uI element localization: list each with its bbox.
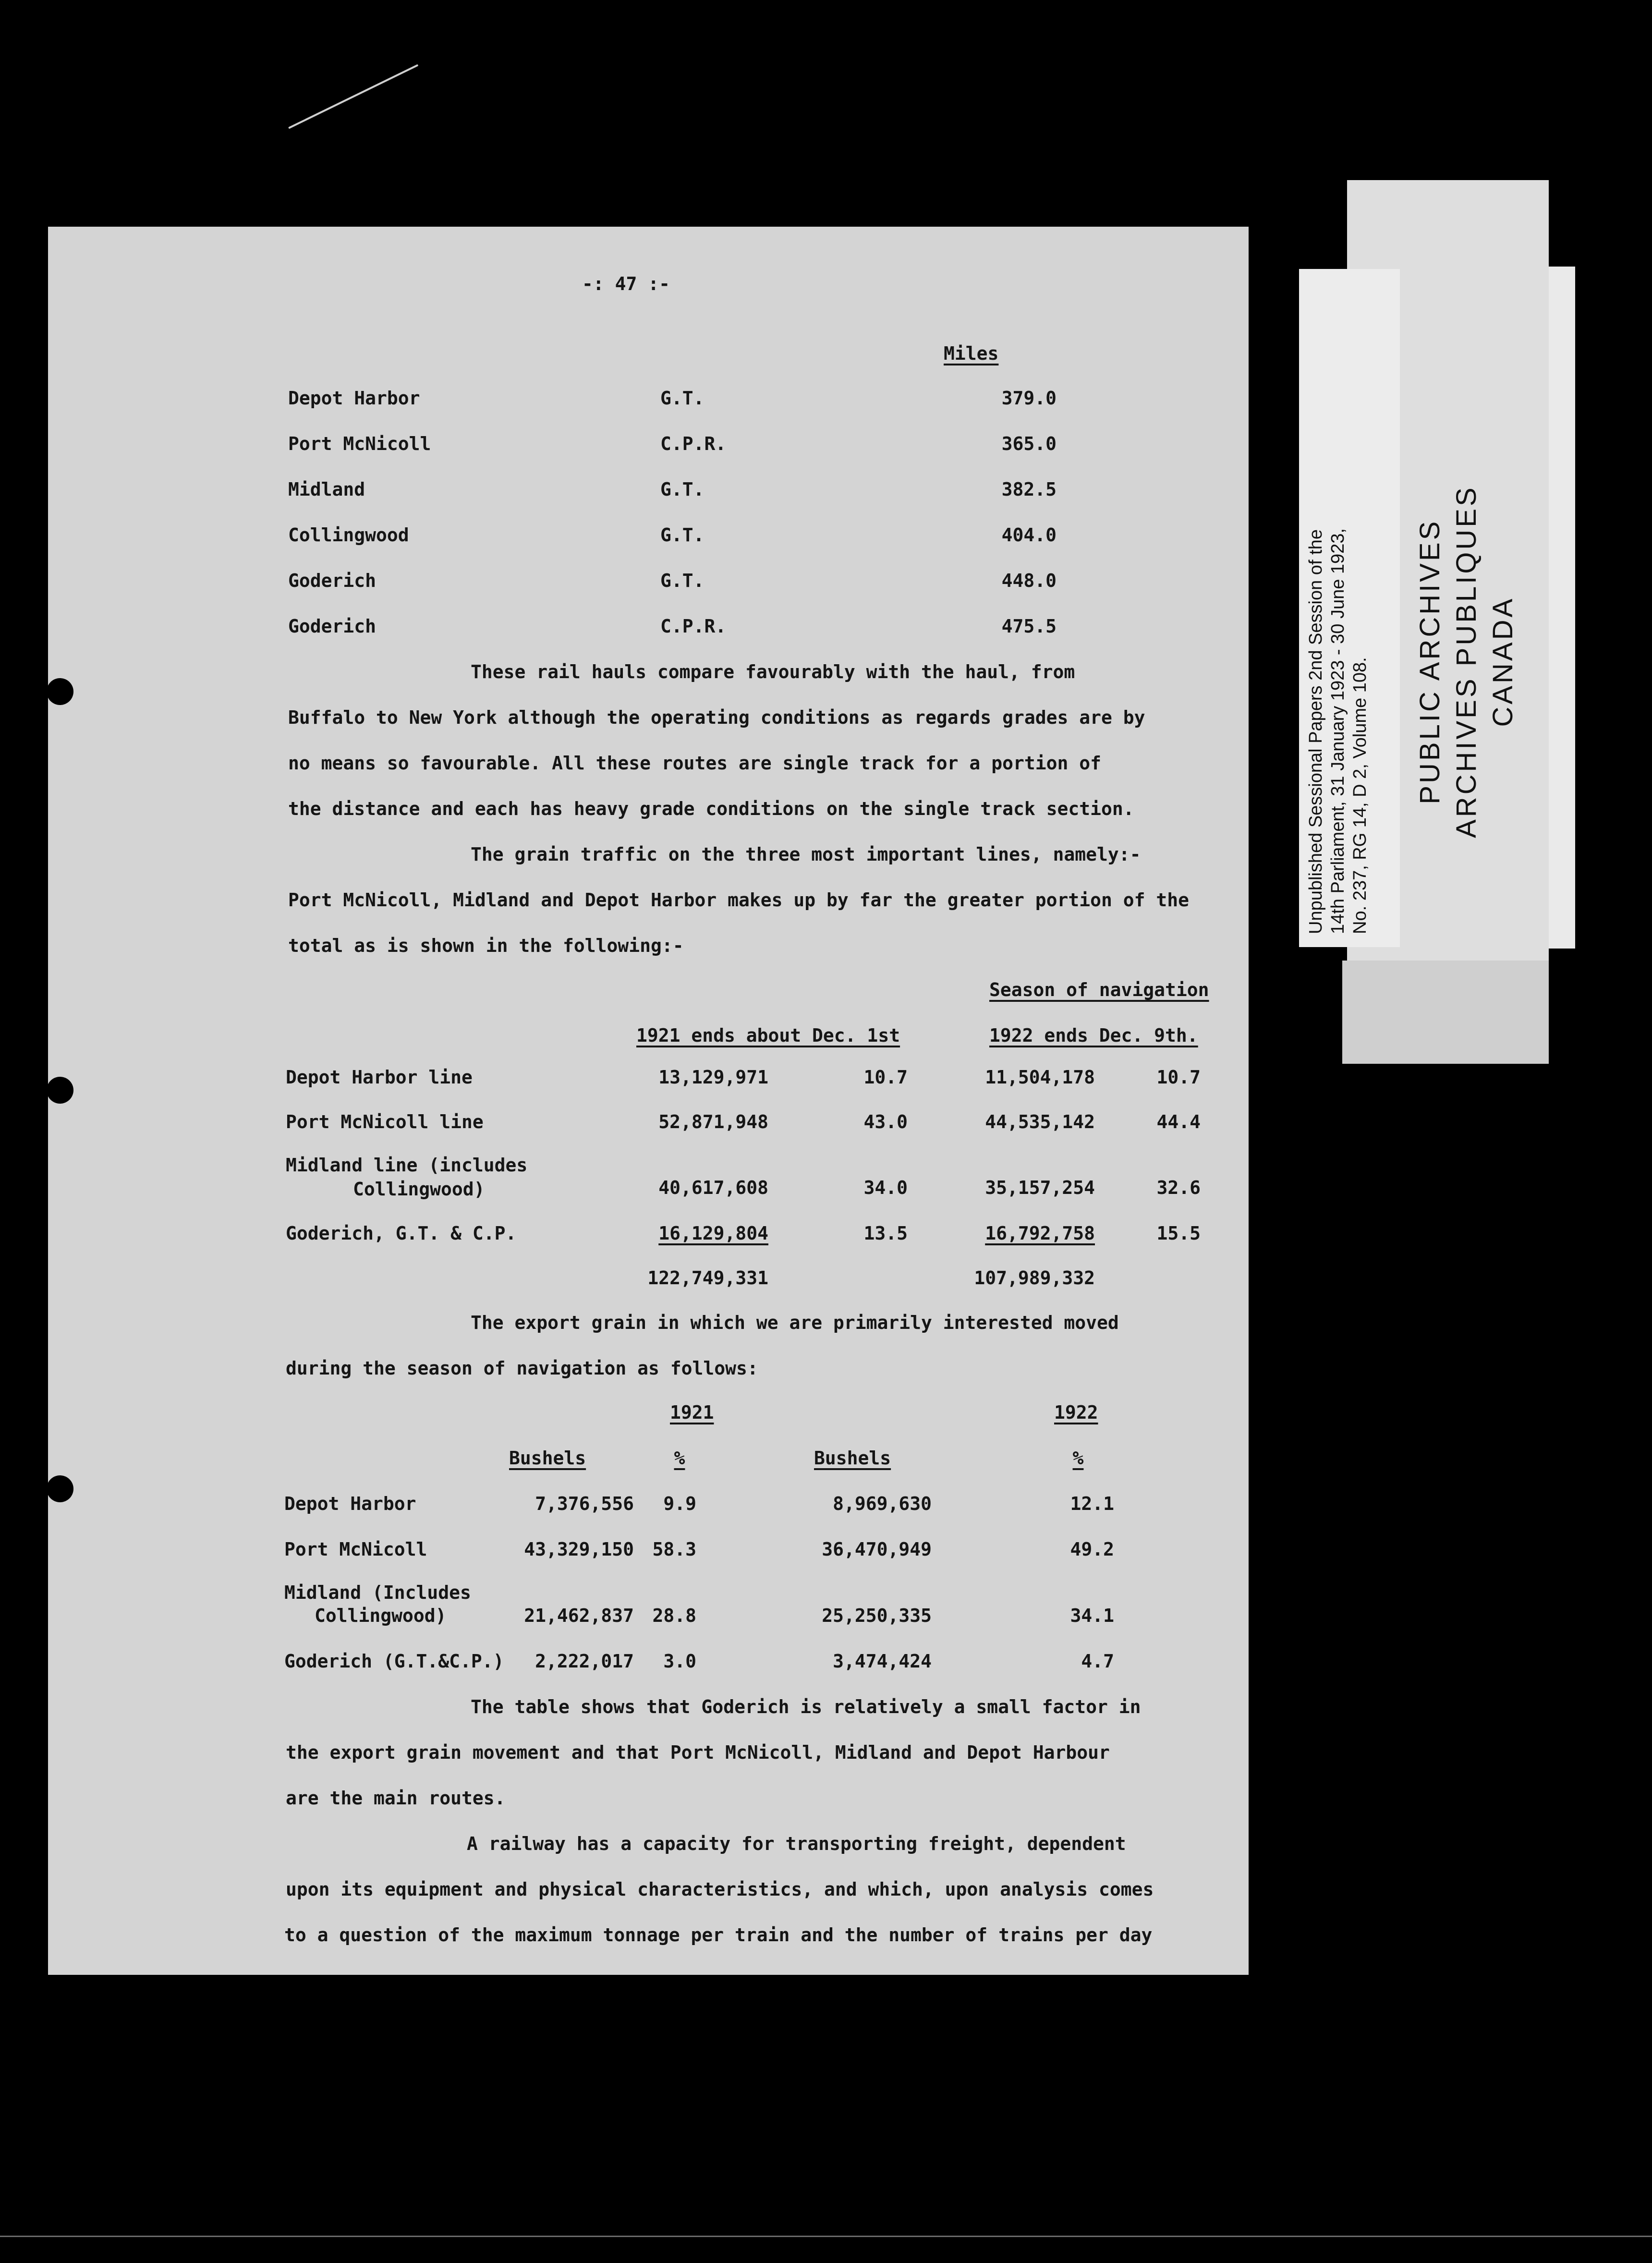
row-label: Depot Harbor line <box>286 1067 473 1088</box>
archive-citation: Unpublished Sessional Papers 2nd Session of the 14th Parliament, 31 January 1923 - 30 June 1923, No. 237, RG 14, D 2, Volume 108. <box>1306 528 1370 934</box>
value-1922: 44,535,142 <box>985 1111 1095 1132</box>
bushels-1921: 43,329,150 <box>524 1539 634 1560</box>
row-label: Collingwood) <box>315 1605 447 1626</box>
bushels-1921: 2,222,017 <box>535 1651 634 1672</box>
total-1922: 107,989,332 <box>974 1267 1095 1289</box>
paragraph-line: no means so favourable. All these routes are single track for a portion of <box>288 753 1101 774</box>
pct-1921: 34.0 <box>863 1177 908 1198</box>
row-label: Port McNicoll line <box>286 1111 484 1132</box>
route-railway: C.P.R. <box>660 433 727 454</box>
route-miles: 475.5 <box>1001 616 1057 637</box>
route-place: Midland <box>288 479 365 500</box>
col-1922-header: 1922 ends Dec. 9th. <box>989 1025 1198 1046</box>
route-place: Port McNicoll <box>288 433 431 454</box>
route-railway: G.T. <box>660 524 705 546</box>
paragraph-line: to a question of the maximum tonnage per train and the number of trains per day <box>284 1924 1153 1946</box>
bushels-header: Bushels <box>814 1448 891 1469</box>
paragraph-line: the export grain movement and that Port McNicoll, Midland and Depot Harbour <box>286 1742 1110 1763</box>
pct-1921: 13.5 <box>863 1223 908 1244</box>
paragraph-line: the distance and each has heavy grade conditions on the single track section. <box>288 798 1134 819</box>
row-label: Goderich, G.T. & C.P. <box>286 1223 517 1244</box>
paragraph-line: during the season of navigation as follows: <box>286 1358 758 1379</box>
bushels-1922: 36,470,949 <box>822 1539 932 1560</box>
row-label: Goderich (G.T.&C.P.) <box>284 1651 504 1672</box>
pct-1921: 10.7 <box>863 1067 908 1088</box>
route-miles: 365.0 <box>1001 433 1057 454</box>
bushels-1922: 8,969,630 <box>833 1493 932 1514</box>
route-miles: 448.0 <box>1001 570 1057 591</box>
row-label: Collingwood) <box>353 1179 485 1200</box>
bushels-1922: 3,474,424 <box>833 1651 932 1672</box>
pct-1921: 3.0 <box>663 1651 696 1672</box>
archive-slip-edge <box>1549 267 1575 949</box>
route-railway: G.T. <box>660 570 705 591</box>
pct-1922: 4.7 <box>1081 1651 1114 1672</box>
pct-1922: 49.2 <box>1070 1539 1114 1560</box>
route-railway: G.T. <box>660 388 705 409</box>
season-header: Season of navigation <box>989 979 1209 1000</box>
film-edge-line <box>0 2236 1652 2237</box>
route-miles: 404.0 <box>1001 524 1057 546</box>
route-railway: C.P.R. <box>660 616 727 637</box>
bushels-1921: 21,462,837 <box>524 1605 634 1626</box>
paragraph-line: The table shows that Goderich is relatively a small factor in <box>471 1696 1141 1717</box>
pct-1921: 58.3 <box>652 1539 696 1560</box>
archive-slip-fold <box>1342 961 1549 1064</box>
value-1922: 11,504,178 <box>985 1067 1095 1088</box>
value-1921: 13,129,971 <box>658 1067 768 1088</box>
pct-header: % <box>1072 1448 1084 1469</box>
pct-1921: 43.0 <box>863 1111 908 1132</box>
paragraph-line: These rail hauls compare favourably with the haul, from <box>471 661 1075 682</box>
paragraph-line: upon its equipment and physical characteristics, and which, upon analysis comes <box>286 1879 1154 1900</box>
route-place: Depot Harbor <box>288 388 420 409</box>
route-railway: G.T. <box>660 479 705 500</box>
bushels-header: Bushels <box>509 1448 586 1469</box>
pct-1922: 44.4 <box>1156 1111 1201 1132</box>
route-place: Collingwood <box>288 524 409 546</box>
pct-1921: 28.8 <box>652 1605 696 1626</box>
pct-1922: 15.5 <box>1156 1223 1201 1244</box>
archive-stamp: PUBLIC ARCHIVES ARCHIVES PUBLIQUES CANADA <box>1414 485 1518 838</box>
pct-1922: 32.6 <box>1156 1177 1201 1198</box>
year-1922-header: 1922 <box>1054 1402 1098 1423</box>
page-number: -: 47 :- <box>582 273 670 294</box>
row-label: Midland line (includes <box>286 1155 528 1176</box>
paragraph-line: are the main routes. <box>286 1788 506 1809</box>
paragraph-line: The grain traffic on the three most important lines, namely:- <box>471 844 1141 865</box>
route-miles: 379.0 <box>1001 388 1057 409</box>
pct-1922: 34.1 <box>1070 1605 1114 1626</box>
bushels-1922: 25,250,335 <box>822 1605 932 1626</box>
bushels-1921: 7,376,556 <box>535 1493 634 1514</box>
row-label: Port McNicoll <box>284 1539 427 1560</box>
miles-header: Miles <box>944 343 999 364</box>
row-label: Midland (Includes <box>284 1582 471 1603</box>
binder-hole <box>47 1475 73 1502</box>
paragraph-line: total as is shown in the following:- <box>288 935 684 956</box>
pct-1922: 12.1 <box>1070 1493 1114 1514</box>
paragraph-line: Buffalo to New York although the operating conditions as regards grades are by <box>288 707 1145 728</box>
route-place: Goderich <box>288 570 377 591</box>
value-1921: 52,871,948 <box>658 1111 768 1132</box>
document-page <box>48 227 1249 1975</box>
value-1921: 16,129,804 <box>658 1223 768 1244</box>
row-label: Depot Harbor <box>284 1493 416 1514</box>
value-1922: 16,792,758 <box>985 1223 1095 1244</box>
paragraph-line: The export grain in which we are primarily interested moved <box>471 1312 1119 1333</box>
value-1921: 40,617,608 <box>658 1177 768 1198</box>
archive-citation-slip <box>1299 269 1400 947</box>
binder-hole <box>47 678 73 705</box>
pct-header: % <box>674 1448 685 1469</box>
value-1922: 35,157,254 <box>985 1177 1095 1198</box>
film-scratch <box>288 64 418 129</box>
year-1921-header: 1921 <box>670 1402 714 1423</box>
total-1921: 122,749,331 <box>647 1267 768 1289</box>
paragraph-line: A railway has a capacity for transporting freight, dependent <box>467 1833 1126 1854</box>
binder-hole <box>47 1077 73 1104</box>
col-1921-header: 1921 ends about Dec. 1st <box>636 1025 900 1046</box>
route-miles: 382.5 <box>1001 479 1057 500</box>
route-place: Goderich <box>288 616 377 637</box>
paragraph-line: Port McNicoll, Midland and Depot Harbor makes up by far the greater portion of the <box>288 889 1189 911</box>
pct-1921: 9.9 <box>663 1493 696 1514</box>
pct-1922: 10.7 <box>1156 1067 1201 1088</box>
